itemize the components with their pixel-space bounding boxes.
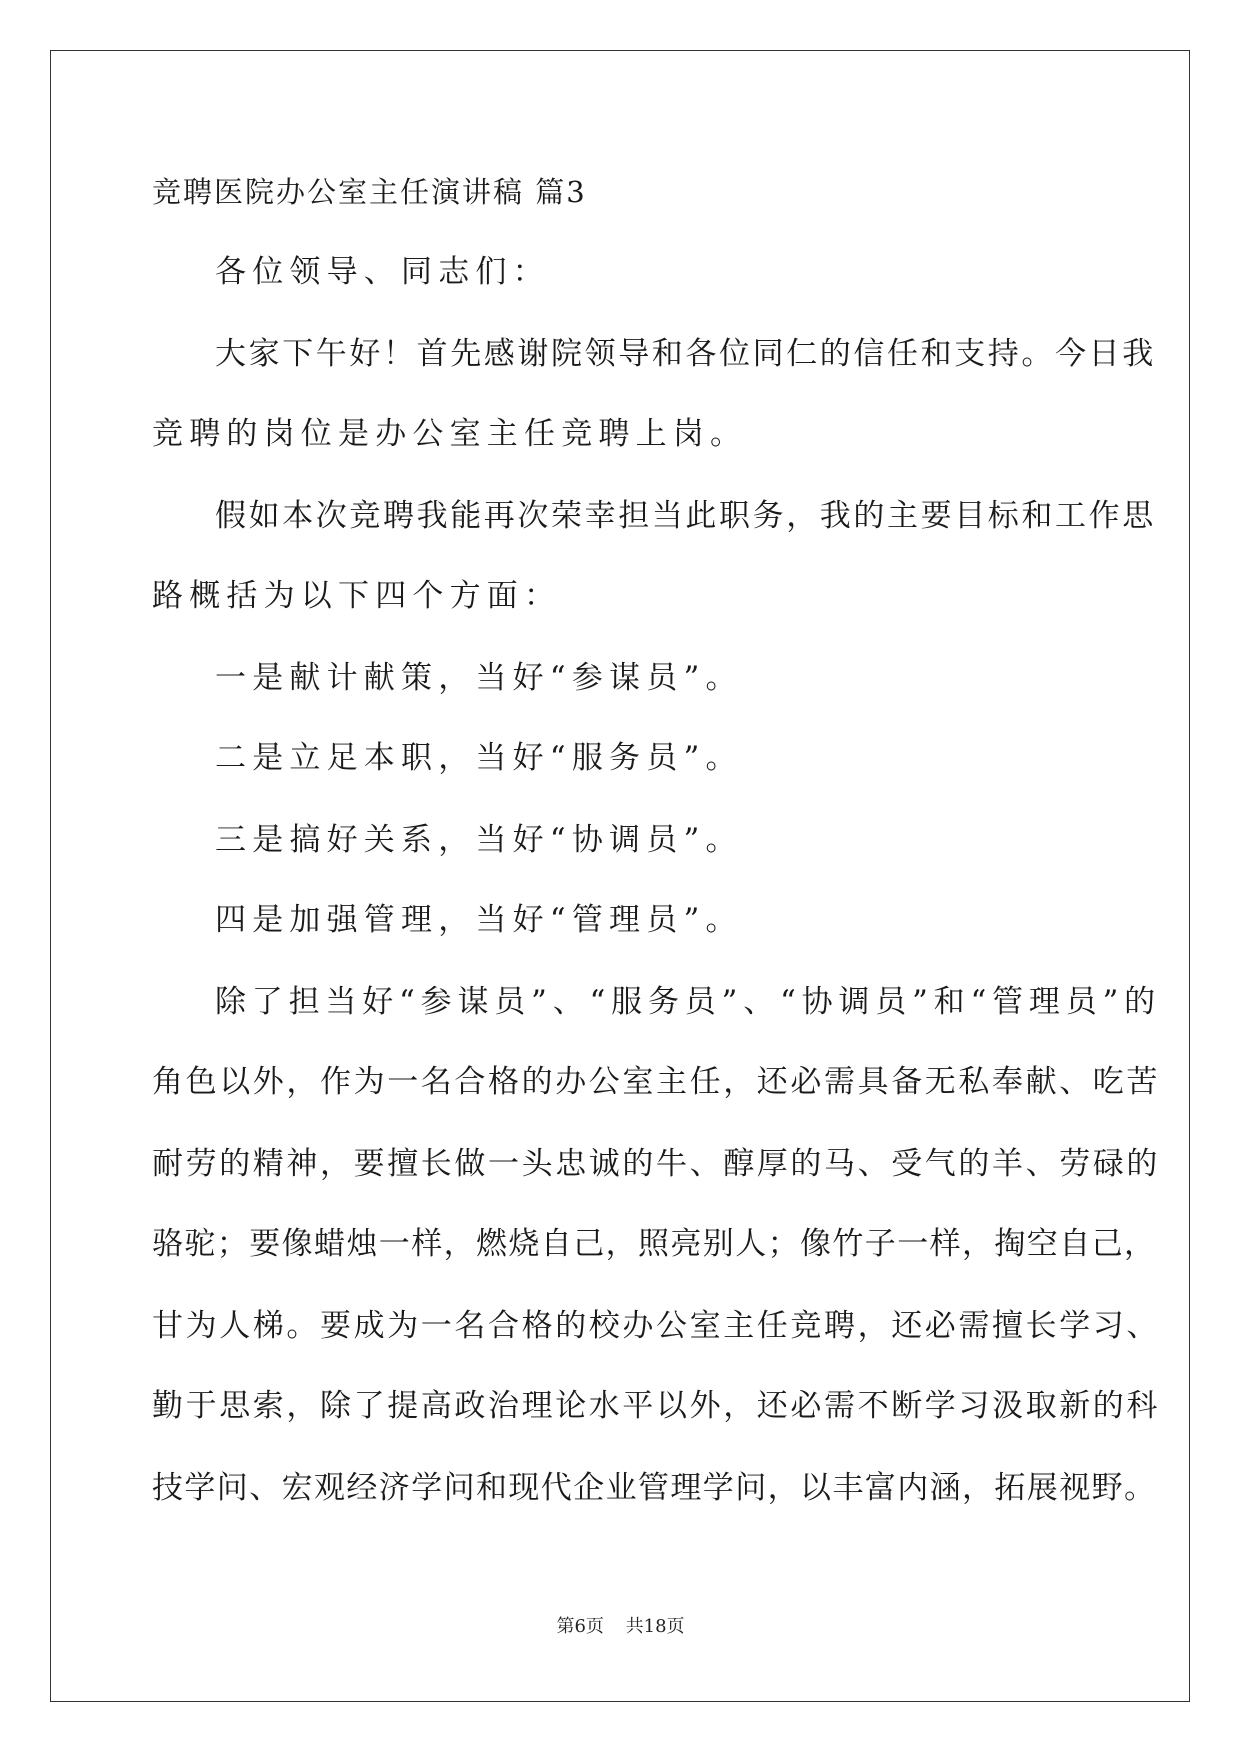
text-line-7: 二是立足本职，当好“服务员”。 [215,740,743,776]
document-title: 竞聘医院办公室主任演讲稿 篇3 [152,175,587,209]
page-footer [0,1615,1241,1639]
text-line-1: 各位领导、同志们： [215,254,550,290]
text-line-13: 骆驼；要像蜡烛一样，燃烧自己，照亮别人；像竹子一样，掏空自己， [152,1226,1157,1262]
text-line-9: 四是加强管理，当好“管理员”。 [215,902,743,938]
text-line-14: 甘为人梯。要成为一名合格的校办公室主任竞聘，还必需擅长学习、 [152,1308,1160,1344]
text-line-11: 角色以外，作为一名合格的办公室主任，还必需具备无私奉献、吃苦 [152,1064,1160,1100]
page-border [50,50,1190,1702]
text-line-12: 耐劳的精神，要擅长做一头忠诚的牛、醇厚的马、受气的羊、劳碌的 [152,1146,1160,1182]
page-number-current: 第6页 [556,1616,604,1637]
text-line-2: 大家下午好！首先感谢院领导和各位同仁的信任和支持。今日我 [215,336,1156,372]
text-line-6: 一是献计献策，当好“参谋员”。 [215,660,743,696]
text-line-8: 三是搞好关系，当好“协调员”。 [215,822,743,858]
text-line-15: 勤于思索，除了提高政治理论水平以外，还必需不断学习汲取新的科 [152,1388,1160,1424]
text-line-4: 假如本次竞聘我能再次荣幸担当此职务，我的主要目标和工作思 [215,498,1156,534]
text-line-5: 路概括为以下四个方面： [152,578,562,614]
text-line-3: 竞聘的岗位是办公室主任竞聘上岗。 [152,416,748,452]
text-line-10: 除了担当好“参谋员”、“服务员”、“协调员”和“管理员”的 [215,984,1161,1020]
page-number-total: 共18页 [625,1616,685,1637]
text-line-16: 技学问、宏观经济学问和现代企业管理学问，以丰富内涵，拓展视野。 [152,1470,1157,1506]
